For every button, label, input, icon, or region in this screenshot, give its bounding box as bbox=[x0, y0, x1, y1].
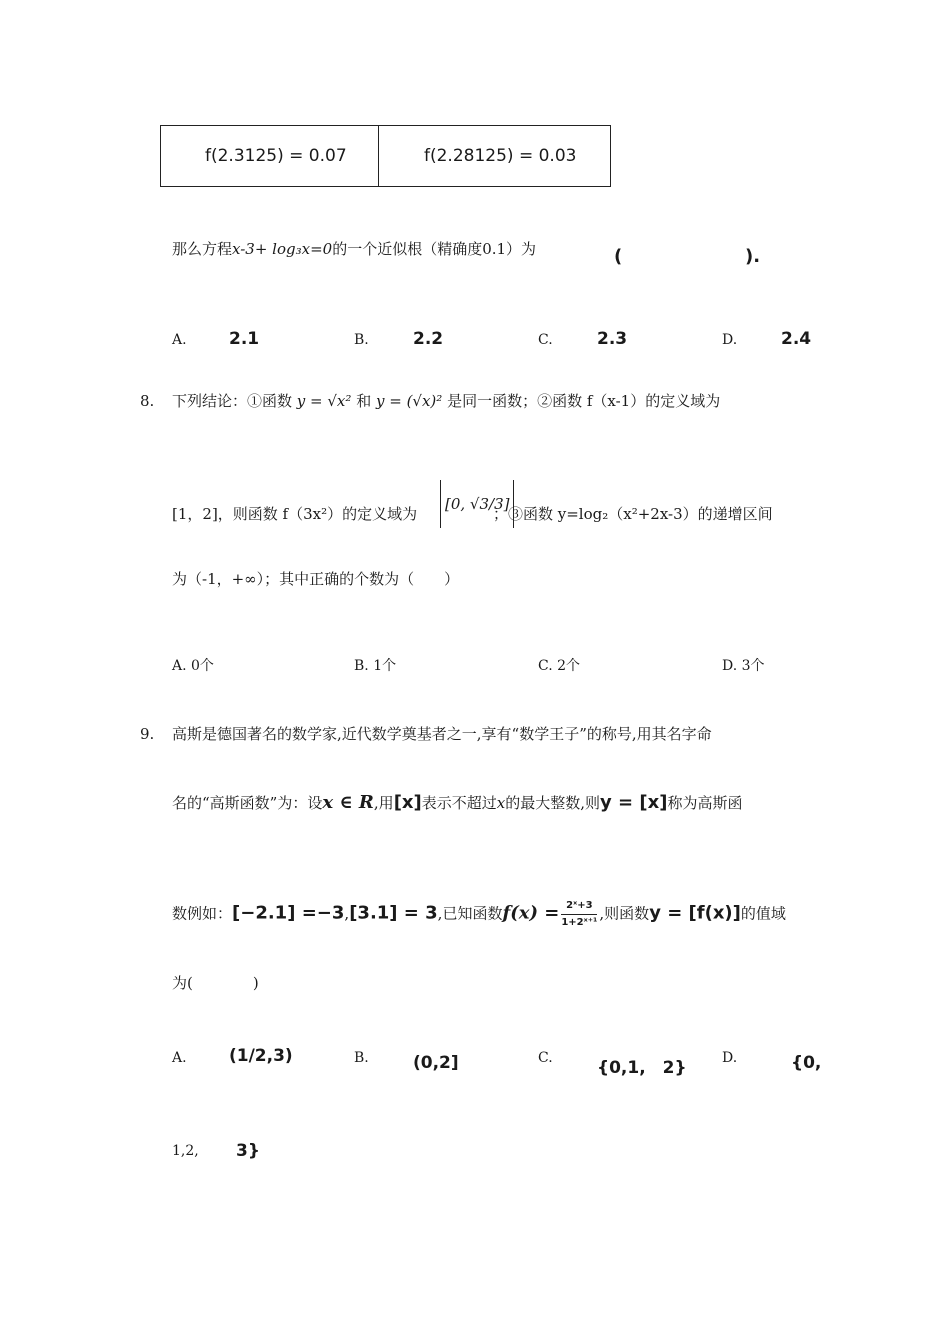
table-cell: f(2.28125) = 0.03 bbox=[379, 126, 611, 187]
q9-line3-text-b: ,已知函数 bbox=[437, 904, 503, 923]
q9-option-d-cont-b: 3} bbox=[236, 1141, 260, 1161]
q8-option-b bbox=[354, 655, 396, 675]
q8-option-b-value: 1个 bbox=[373, 658, 397, 674]
q9-math-gauss-function: y = [x] bbox=[600, 792, 668, 813]
q8-option-d-label: D. bbox=[722, 658, 738, 674]
q9-option-d-label: D. bbox=[722, 1050, 738, 1066]
q9-line3-text-a: 数例如： bbox=[172, 904, 233, 923]
q7-option-c-label: C. bbox=[538, 332, 553, 348]
q9-line1: 高斯是德国著名的数学家,近代数学奠基者之一,享有“数学王子”的称号,用其名字命 bbox=[172, 725, 712, 743]
q9-fraction bbox=[561, 898, 597, 931]
q9-line2-text-a: 名的“高斯函数”为：设 bbox=[172, 794, 323, 812]
q9-example-1: [−2.1] =−3 bbox=[232, 902, 345, 924]
table-cell: f(2.3125) = 0.07 bbox=[161, 126, 379, 187]
q9-line3 bbox=[172, 898, 786, 931]
q8-function-2: y = (√x)² bbox=[375, 392, 443, 410]
q9-fraction-numerator: 2ˣ+3 bbox=[561, 898, 597, 915]
q9-line2-text-c: 表示不超过 bbox=[421, 794, 497, 812]
q9-option-a-label: A. bbox=[172, 1050, 187, 1066]
q9-option-c-value: {0,1, 2} bbox=[597, 1058, 687, 1078]
q9-line2-text-b: ,用 bbox=[373, 794, 394, 812]
q9-option-d-value: {0, bbox=[791, 1053, 822, 1073]
q9-line2-text-e: 称为高斯函 bbox=[667, 794, 743, 812]
q9-option-c-label: C. bbox=[538, 1050, 553, 1066]
q7-blank-open: ( bbox=[614, 246, 623, 267]
q9-line2-text-d: 的最大整数,则 bbox=[505, 794, 601, 812]
q9-math-floor-x: [x] bbox=[393, 792, 422, 813]
q9-option-d-cont-a: 1,2, bbox=[172, 1143, 199, 1159]
q7-option-b-value: 2.2 bbox=[413, 329, 444, 349]
value-table bbox=[160, 125, 611, 187]
q8-line1 bbox=[172, 390, 720, 411]
q8-line2-text-a: [1，2]，则函数 f（3x²）的定义域为 bbox=[172, 505, 418, 523]
q9-math-floor-f: y = [f(x)] bbox=[649, 902, 741, 924]
q7-option-a-value: 2.1 bbox=[229, 329, 260, 349]
q7-stem bbox=[172, 238, 536, 259]
q9-line3-text-d: 的值域 bbox=[740, 904, 786, 923]
q8-line1-text-b: 是同一函数；②函数 f（x-1）的定义域为 bbox=[447, 392, 721, 410]
q9-function-f: f(x) = bbox=[502, 902, 560, 924]
q7-blank-close: ). bbox=[745, 246, 761, 267]
q8-option-a-label: A. bbox=[172, 658, 187, 674]
q8-option-a-value: 0个 bbox=[191, 658, 214, 674]
q9-line4: 为( ) bbox=[172, 974, 259, 992]
q7-option-c-value: 2.3 bbox=[597, 329, 628, 349]
q8-number: 8. bbox=[140, 392, 155, 410]
q9-option-b-label: B. bbox=[354, 1050, 369, 1066]
q9-separator: , bbox=[344, 904, 350, 923]
q9-option-a-value: (1/2,3) bbox=[229, 1046, 293, 1066]
q8-option-c-value: 2个 bbox=[557, 658, 581, 674]
q8-option-c-label: C. bbox=[538, 658, 553, 674]
q9-option-b-value: (0,2] bbox=[413, 1053, 459, 1073]
q8-line3: 为（-1，+∞）；其中正确的个数为（ ） bbox=[172, 570, 460, 588]
q8-option-d-value: 3个 bbox=[741, 658, 765, 674]
q8-option-b-label: B. bbox=[354, 658, 369, 674]
q8-function-1: y = √x² bbox=[296, 392, 352, 410]
q9-line3-text-c: ,则函数 bbox=[599, 904, 650, 923]
q8-line1-text-a: 下列结论：①函数 bbox=[172, 392, 293, 410]
q8-line2 bbox=[172, 503, 417, 524]
q7-stem-text: 那么方程 bbox=[172, 240, 233, 258]
q9-fraction-denominator: 1+2ˣ⁺¹ bbox=[561, 917, 598, 928]
q7-equation: x-3+ log₃x=0 bbox=[232, 240, 333, 258]
q8-interval: [0, √3/3] bbox=[440, 480, 514, 528]
q9-number: 9. bbox=[140, 725, 155, 743]
q9-example-2: [3.1] = 3 bbox=[349, 902, 438, 924]
q8-option-d bbox=[722, 655, 765, 675]
q8-option-a bbox=[172, 655, 214, 675]
q9-variable-x: x bbox=[496, 794, 506, 812]
q7-option-b-label: B. bbox=[354, 332, 369, 348]
q7-option-d-label: D. bbox=[722, 332, 738, 348]
q7-option-a-label: A. bbox=[172, 332, 187, 348]
q8-and-text: 和 bbox=[356, 392, 372, 410]
q7-stem-tail: 的一个近似根（精确度0.1）为 bbox=[332, 240, 537, 258]
q7-option-d-value: 2.4 bbox=[781, 329, 812, 349]
q8-option-c bbox=[538, 655, 580, 675]
q9-line2 bbox=[172, 792, 742, 813]
q8-line2-tail: ；③函数 y=log₂（x²+2x-3）的递增区间 bbox=[493, 505, 773, 523]
q9-math-x-in-r: x ∈ R bbox=[322, 792, 374, 813]
